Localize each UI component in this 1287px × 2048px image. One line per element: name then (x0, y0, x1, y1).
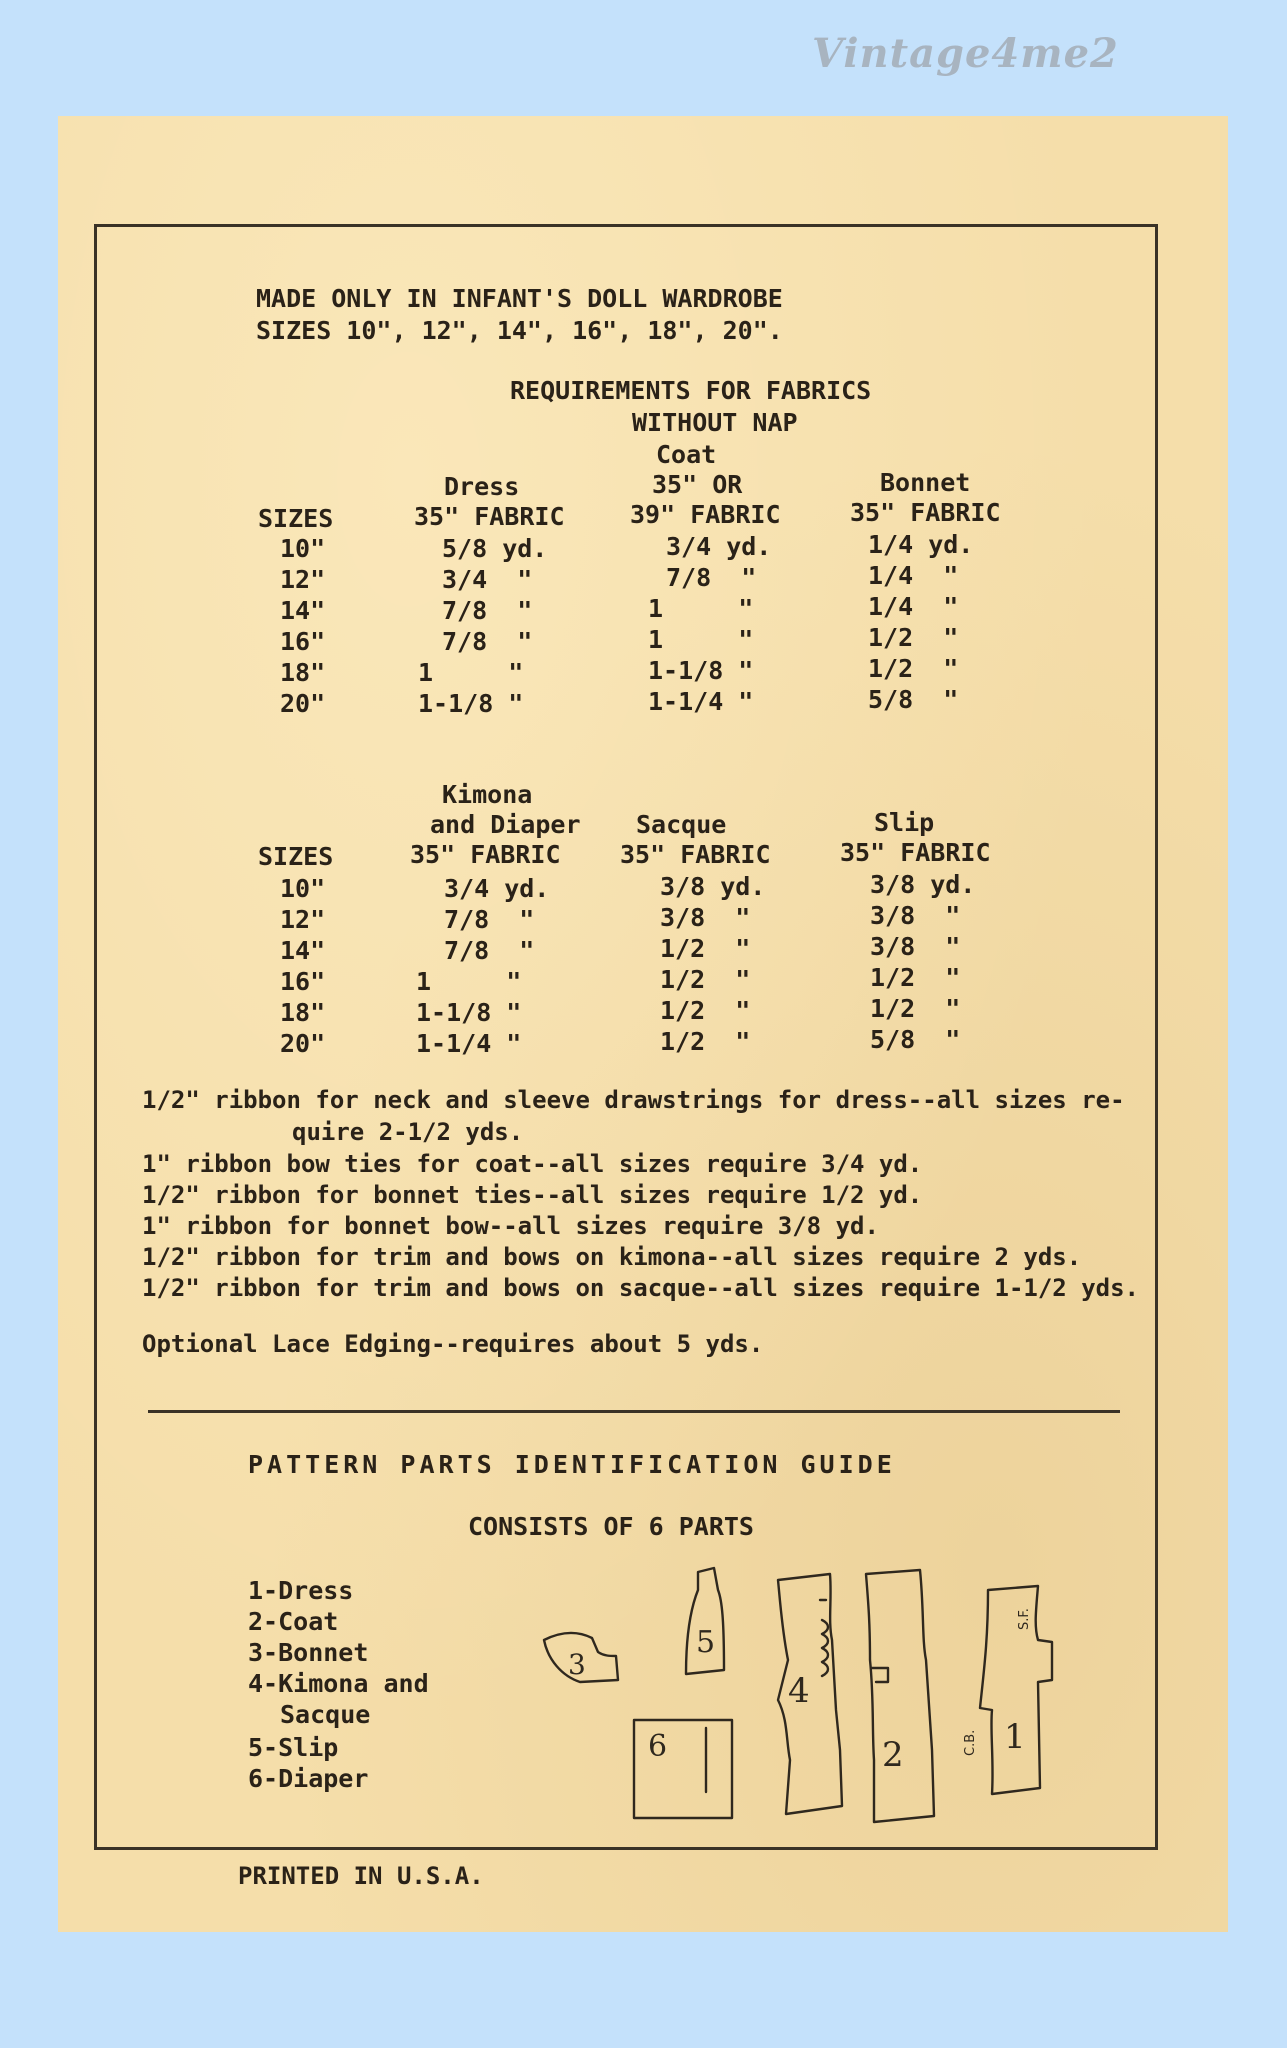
coat-piece (866, 1570, 934, 1822)
t2-kimona: 1-1/4 " (416, 1029, 522, 1058)
t2-sacque: 3/8 " (660, 903, 751, 932)
slip-head2: 35" FABRIC (840, 838, 991, 867)
t1-coat: 1 " (648, 594, 754, 623)
part-coat: 2-Coat (248, 1607, 339, 1636)
sacque-head2: 35" FABRIC (620, 840, 771, 869)
t2-kimona: 7/8 " (444, 936, 535, 965)
note-bonnet-ties: 1/2" ribbon for bonnet ties--all sizes require 1/2 yd. (142, 1181, 923, 1209)
t1-dress: 5/8 yd. (442, 534, 548, 563)
divider (148, 1410, 1120, 1413)
header-line1: MADE ONLY IN INFANT'S DOLL WARDROBE (256, 284, 783, 313)
t2-size: 10" (280, 874, 326, 903)
sizes-label-1: SIZES (258, 504, 334, 533)
note-sacque-ribbon: 1/2" ribbon for trim and bows on sacque--all sizes require 1-1/2 yds. (142, 1274, 1139, 1302)
t2-kimona: 1 " (416, 967, 522, 996)
t1-bonnet: 1/4 " (868, 561, 959, 590)
note-dress-ribbon: 1/2" ribbon for neck and sleeve drawstrings for dress--all sizes re- (142, 1086, 1125, 1114)
t1-bonnet: 1/2 " (868, 623, 959, 652)
note-bonnet-bow: 1" ribbon for bonnet bow--all sizes require 3/8 yd. (142, 1212, 879, 1240)
note-kimona-ribbon: 1/2" ribbon for trim and bows on kimona--all sizes require 2 yds. (142, 1243, 1082, 1271)
requirements-title: REQUIREMENTS FOR FABRICS (510, 376, 872, 405)
kimona-head3: 35" FABRIC (410, 840, 561, 869)
t1-size: 16" (280, 627, 326, 656)
t2-slip: 1/2 " (870, 963, 961, 992)
t2-kimona: 7/8 " (444, 905, 535, 934)
pattern-pieces-diagram (540, 1560, 1080, 1830)
part-kimona: 4-Kimona and (248, 1669, 429, 1698)
t1-dress: 7/8 " (442, 627, 533, 656)
t1-coat: 7/8 " (666, 563, 757, 592)
t1-bonnet: 1/2 " (868, 654, 959, 683)
t1-dress: 1-1/8 " (418, 689, 524, 718)
t1-size: 18" (280, 658, 326, 687)
slip-piece-number: 5 (696, 1625, 716, 1660)
dress-head2: 35" FABRIC (414, 502, 565, 531)
coat-head3: 39" FABRIC (630, 500, 781, 529)
t1-size: 14" (280, 596, 326, 625)
cb-mark: C.B. (963, 1729, 978, 1756)
coat-head2: 35" OR (652, 470, 743, 499)
note-coat-ribbon: 1" ribbon bow ties for coat--all sizes require 3/4 yd. (142, 1150, 923, 1178)
watermark: Vintage4me2 (812, 30, 1119, 77)
t2-size: 14" (280, 936, 326, 965)
t2-slip: 3/8 " (870, 932, 961, 961)
t2-slip: 3/8 yd. (870, 870, 976, 899)
sacque-head1: Sacque (636, 810, 727, 839)
part-diaper: 6-Diaper (248, 1764, 369, 1793)
sf-mark: S.F. (1017, 1608, 1032, 1630)
diaper-piece-number: 6 (648, 1729, 668, 1764)
t2-sacque: 1/2 " (660, 996, 751, 1025)
t1-dress: 1 " (418, 658, 524, 687)
t1-dress: 7/8 " (442, 596, 533, 625)
requirements-subtitle: WITHOUT NAP (632, 408, 798, 437)
t2-slip: 5/8 " (870, 1025, 961, 1054)
t2-size: 18" (280, 998, 326, 1027)
guide-subtitle: CONSISTS OF 6 PARTS (468, 1512, 754, 1541)
dress-head1: Dress (444, 472, 520, 501)
kimona-head1: Kimona (442, 780, 533, 809)
printed-in-usa: PRINTED IN U.S.A. (238, 1862, 484, 1890)
coat-head1: Coat (656, 440, 717, 469)
t1-coat: 1 " (648, 625, 754, 654)
t2-sacque: 3/8 yd. (660, 872, 766, 901)
t2-slip: 3/8 " (870, 901, 961, 930)
t2-sacque: 1/2 " (660, 965, 751, 994)
kimona-piece-number: 4 (788, 1671, 810, 1711)
guide-title: PATTERN PARTS IDENTIFICATION GUIDE (248, 1450, 896, 1479)
slip-head1: Slip (874, 808, 935, 837)
t2-sacque: 1/2 " (660, 934, 751, 963)
t2-size: 16" (280, 967, 326, 996)
t1-size: 10" (280, 534, 326, 563)
part-slip: 5-Slip (248, 1733, 339, 1762)
t2-kimona: 1-1/8 " (416, 998, 522, 1027)
t2-sacque: 1/2 " (660, 1027, 751, 1056)
kimona-head2: and Diaper (430, 810, 581, 839)
t1-dress: 3/4 " (442, 565, 533, 594)
header-line2: SIZES 10", 12", 14", 16", 18", 20". (256, 316, 783, 345)
t2-kimona: 3/4 yd. (444, 874, 550, 903)
t1-bonnet: 1/4 yd. (868, 530, 974, 559)
t1-coat: 1-1/4 " (648, 687, 754, 716)
dress-piece-number: 1 (1004, 1717, 1026, 1757)
bonnet-head2: 35" FABRIC (850, 498, 1001, 527)
bonnet-head1: Bonnet (880, 468, 971, 497)
bonnet-piece-number: 3 (568, 1648, 586, 1681)
part-dress: 1-Dress (248, 1576, 354, 1605)
t1-size: 20" (280, 689, 326, 718)
note-dress-ribbon-cont: quire 2-1/2 yds. (292, 1118, 524, 1146)
t1-bonnet: 1/4 " (868, 592, 959, 621)
t1-bonnet: 5/8 " (868, 685, 959, 714)
t1-coat: 1-1/8 " (648, 656, 754, 685)
part-sacque: Sacque (280, 1700, 371, 1729)
coat-piece-number: 2 (882, 1735, 904, 1775)
t2-size: 12" (280, 905, 326, 934)
dress-piece (980, 1586, 1052, 1794)
t1-coat: 3/4 yd. (666, 532, 772, 561)
t2-slip: 1/2 " (870, 994, 961, 1023)
note-lace-edging: Optional Lace Edging--requires about 5 yds. (142, 1330, 764, 1358)
part-bonnet: 3-Bonnet (248, 1638, 369, 1667)
t2-size: 20" (280, 1029, 326, 1058)
sizes-label-2: SIZES (258, 842, 334, 871)
t1-size: 12" (280, 565, 326, 594)
